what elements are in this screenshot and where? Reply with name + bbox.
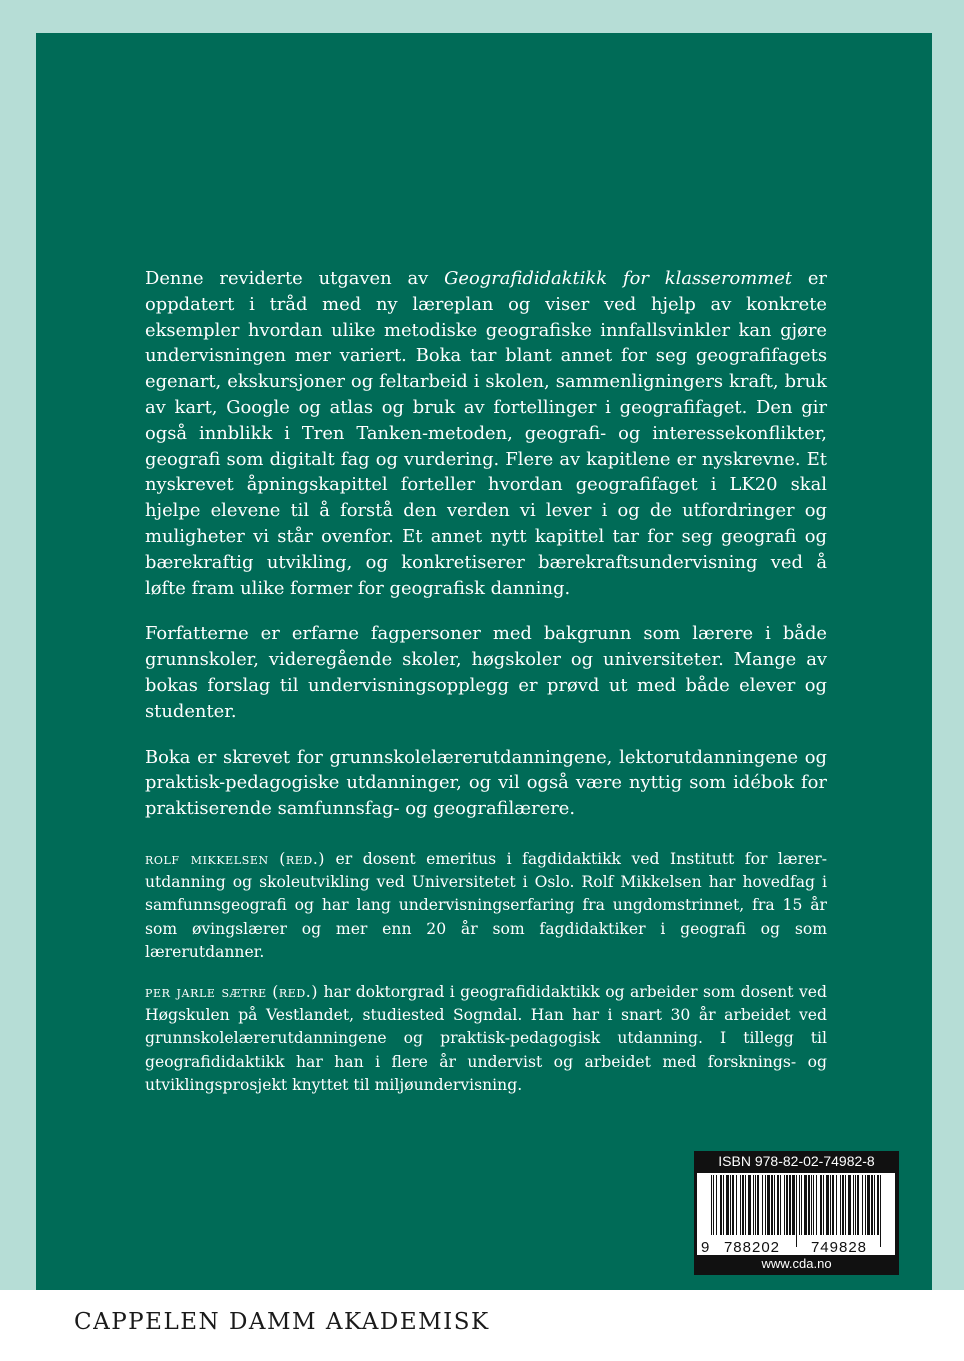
barcode-bar bbox=[740, 1175, 741, 1235]
barcode-bar bbox=[789, 1175, 791, 1235]
barcode-bar bbox=[720, 1175, 722, 1235]
barcode-bar bbox=[880, 1175, 881, 1247]
author-role: (red.) bbox=[279, 849, 326, 868]
publisher-logo: CAPPELEN DAMM AKADEMISK bbox=[74, 1309, 490, 1335]
description-paragraph-1 bbox=[145, 266, 827, 601]
barcode-bar bbox=[865, 1175, 866, 1235]
barcode-bar bbox=[867, 1175, 870, 1235]
barcode-bar bbox=[832, 1175, 834, 1235]
barcode-bar bbox=[774, 1175, 775, 1235]
barcode-bar bbox=[742, 1175, 744, 1235]
author-role: (red.) bbox=[272, 982, 319, 1001]
barcode-bar bbox=[862, 1175, 863, 1235]
barcode-bar bbox=[796, 1175, 797, 1247]
barcode-bar bbox=[786, 1175, 788, 1235]
barcode-bar bbox=[755, 1175, 756, 1235]
barcode-bar bbox=[813, 1175, 814, 1235]
barcode-bar bbox=[853, 1175, 854, 1235]
barcode-bar bbox=[857, 1175, 859, 1235]
barcode-bar bbox=[808, 1175, 810, 1235]
barcode-bar bbox=[816, 1175, 817, 1235]
barcode-bar bbox=[842, 1175, 844, 1235]
barcode-bar bbox=[771, 1175, 773, 1235]
barcode-bar bbox=[767, 1175, 770, 1235]
description-paragraph-3: Boka er skrevet for grunnskolelærerutdanningene, lektorutdanningene og praktisk-pedagogiske utdanninger, og vil også være nyttig som idébok for praktiserende samfunnsfag- og geografilærere. bbox=[145, 746, 827, 820]
barcode-bar bbox=[836, 1175, 837, 1235]
barcode-bar bbox=[848, 1175, 851, 1235]
barcode-image bbox=[697, 1173, 895, 1255]
book-title-italic: Geografididaktikk for klasserommet bbox=[444, 268, 792, 289]
barcode-bar bbox=[745, 1175, 746, 1235]
barcode-digit-first: 9 bbox=[701, 1239, 710, 1255]
barcode-bar bbox=[799, 1175, 800, 1235]
barcode-bar bbox=[801, 1175, 802, 1235]
barcode-bar bbox=[855, 1175, 856, 1235]
barcode-bar bbox=[748, 1175, 751, 1235]
barcode-bar bbox=[830, 1175, 831, 1235]
description-text: er oppdatert i tråd med ny læreplan og viser ved hjelp av konkrete eksempler hvordan ulike metodiske geografiske innfallsvinkler kan gjøre undervisningen mer variert. Boka tar blant annet for seg geografifagets egenart, ekskursjoner og feltarbeid i skolen, sammenligningers kraft, bruk av kart, Google og atlas og bruk av fortellinger i geografifaget. Den gir også innblikk i Tren Tanken-metoden, geografi- og interessekonflikter, geografi som digitalt fag og vurdering. Flere av kapitlene er nyskrevne. Et nyskrevet åpningskapittel forteller hvordan geografifaget i LK20 skal hjelpe elevene til å forstå den verden vi lever i og de utfordringer og muligheter vi står ovenfor. Et annet nytt kapittel tar for seg geografi og bærekraftig utvikling, og konkretiserer bærekraftsundervisning ved å løfte fram ulike former for geografisk danning. bbox=[145, 268, 827, 599]
barcode-bar bbox=[753, 1175, 754, 1235]
barcode-bar bbox=[820, 1175, 822, 1235]
barcode-digits-right: 749828 bbox=[810, 1239, 868, 1255]
barcode-bar bbox=[840, 1175, 841, 1235]
barcode-bar bbox=[826, 1175, 829, 1235]
barcode-bar bbox=[726, 1175, 729, 1235]
author-name: rolf mikkelsen bbox=[145, 849, 269, 868]
isbn-label: ISBN 978-82-02-74982-8 bbox=[718, 1153, 875, 1169]
author-name: per jarle sætre bbox=[145, 982, 267, 1001]
barcode-bar bbox=[730, 1175, 731, 1235]
barcode-box bbox=[694, 1151, 899, 1275]
barcode-bar bbox=[804, 1175, 807, 1235]
barcode-bar bbox=[845, 1175, 846, 1235]
author-bio-2 bbox=[145, 981, 827, 1097]
barcode-bar bbox=[777, 1175, 779, 1235]
barcode-bar bbox=[762, 1175, 763, 1235]
barcode-bar bbox=[732, 1175, 734, 1235]
barcode bbox=[697, 1173, 895, 1255]
barcode-bar bbox=[765, 1175, 766, 1235]
barcode-digits-left: 788202 bbox=[723, 1239, 781, 1255]
back-cover-text bbox=[145, 266, 827, 1097]
barcode-bar bbox=[871, 1175, 873, 1235]
description-text: Denne reviderte utgaven av bbox=[145, 268, 445, 289]
author-bio-1 bbox=[145, 848, 827, 964]
author-bio-text: har doktorgrad i geografididaktikk og arbeider som dosent ved Høgskulen på Vestlandet, studiested Sogndal. Han har i snart 30 år arbeidet ved grunnskolelærerutdanningene og praktisk-pedagogisk utdanning. I tillegg til geografididaktikk har han i flere år undervist og arbeidet med forsknings- og utviklingsprosjekt knyttet til miljøundervisning. bbox=[145, 982, 827, 1094]
barcode-bar bbox=[823, 1175, 824, 1235]
barcode-bar bbox=[736, 1175, 737, 1235]
barcode-bar bbox=[877, 1175, 879, 1235]
barcode-bar bbox=[780, 1175, 781, 1235]
description-paragraph-2: Forfatterne er erfarne fagpersoner med bakgrunn som lærere i både grunnskoler, videregående skoler, høgskoler og universiteter. Mange av bokas forslag til undervisningsopplegg er prøvd ut med både elever og studenter. bbox=[145, 623, 827, 722]
website-url: www.cda.no bbox=[761, 1256, 832, 1271]
barcode-bar bbox=[716, 1175, 717, 1235]
barcode-bar bbox=[792, 1175, 795, 1235]
barcode-bar bbox=[811, 1175, 812, 1235]
barcode-bar bbox=[723, 1175, 724, 1235]
author-bio-text: er dosent emeritus i fagdidaktikk ved Institutt for lærerutdanning og skoleutvikling ved Universitetet i Oslo. Rolf Mikkelsen har hovedfag i samfunnsgeografi og har lang undervisningserfaring fra ungdomstrinnet, fra 15 år som øvingslærer og mer enn 20 år som fagdidaktiker i geografi og som lærerutdanner. bbox=[145, 849, 827, 961]
barcode-bar bbox=[757, 1175, 759, 1235]
barcode-bar bbox=[874, 1175, 875, 1235]
barcode-bar bbox=[784, 1175, 785, 1235]
